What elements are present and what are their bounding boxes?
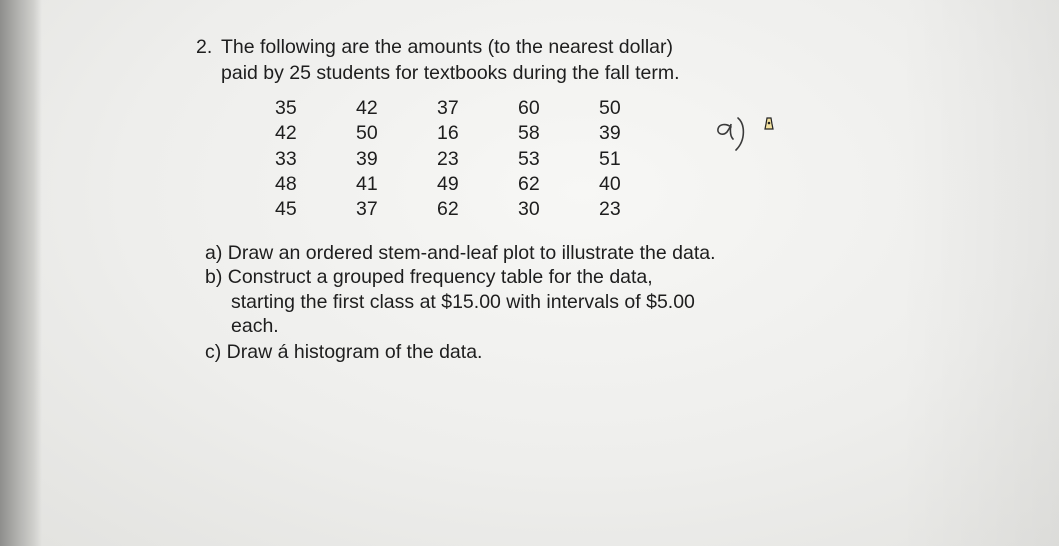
- data-table-cell: 41: [356, 173, 378, 196]
- data-table-cell: 53: [518, 147, 540, 170]
- data-table-cell: 48: [275, 173, 297, 196]
- part-b-text-line-2: starting the first class at $15.00 with intervals of $5.00: [231, 291, 695, 313]
- data-table-cell: 42: [356, 97, 378, 120]
- page-edge-shadow: [0, 0, 42, 546]
- data-table-cell: 33: [275, 147, 297, 170]
- data-table-cell: 40: [599, 173, 621, 196]
- question-text-line-2: paid by 25 students for textbooks during the fall term.: [221, 62, 680, 84]
- data-table-body: [268, 96, 664, 222]
- data-table-cell: 23: [599, 198, 621, 221]
- part-c-text: c) Draw á histogram of the data.: [205, 341, 483, 363]
- question-number: 2.: [196, 36, 213, 58]
- data-table-row: [268, 121, 664, 146]
- data-table-cell: 58: [518, 122, 540, 145]
- data-table-row: [268, 172, 664, 197]
- data-table-cell: 50: [356, 122, 378, 145]
- data-table-cell: 35: [275, 97, 297, 120]
- data-table-cell: 23: [437, 147, 459, 170]
- pen-cursor-dot: [768, 122, 771, 125]
- handwritten-note-a: [712, 110, 782, 160]
- data-table-cell: 50: [599, 97, 621, 120]
- data-table-cell: 42: [275, 122, 297, 145]
- data-table-cell: 39: [356, 147, 378, 170]
- data-table-cell: 49: [437, 173, 459, 196]
- data-table-cell: 51: [599, 147, 621, 170]
- data-table-cell: 45: [275, 198, 297, 221]
- page-shading: [899, 0, 1059, 546]
- data-table-cell: 37: [437, 97, 459, 120]
- data-table-row: [268, 96, 664, 121]
- data-table-cell: 60: [518, 97, 540, 120]
- data-table-row: [268, 197, 664, 222]
- data-table-cell: 39: [599, 122, 621, 145]
- data-table-cell: 37: [356, 198, 378, 221]
- handwritten-letter-a: [718, 124, 733, 139]
- data-table: [268, 96, 664, 222]
- part-b-text-line-3: each.: [231, 315, 279, 337]
- data-table-cell: 62: [518, 173, 540, 196]
- part-a-text: a) Draw an ordered stem-and-leaf plot to illustrate the data.: [205, 242, 716, 264]
- question-text-line-1: The following are the amounts (to the nearest dollar): [221, 36, 673, 58]
- data-table-cell: 62: [437, 198, 459, 221]
- data-table-cell: 16: [437, 122, 459, 145]
- data-table-row: [268, 147, 664, 172]
- part-b-text-line-1: b) Construct a grouped frequency table for the data,: [205, 266, 653, 288]
- data-table-cell: 30: [518, 198, 540, 221]
- handwritten-paren: [736, 118, 743, 150]
